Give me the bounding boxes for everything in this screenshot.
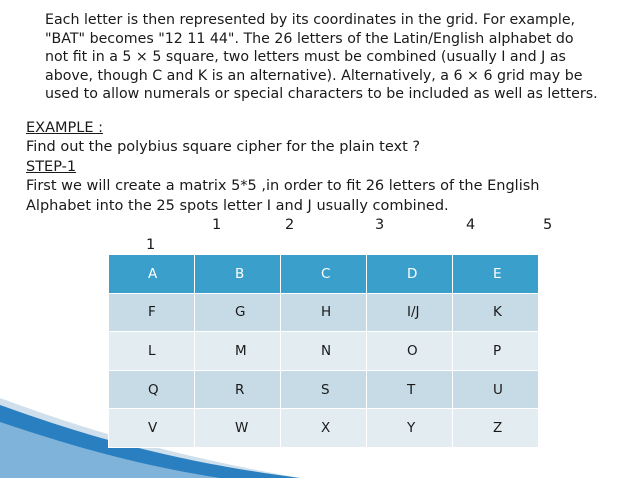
table-cell: X bbox=[281, 409, 367, 448]
table-cell: C bbox=[281, 255, 367, 294]
table-cell: S bbox=[281, 370, 367, 409]
column-number: 5 bbox=[543, 217, 553, 233]
step-heading: STEP-1 bbox=[26, 159, 77, 175]
table-cell: O bbox=[367, 332, 453, 371]
intro-line: Each letter is then represented by its coordinates in the grid. For example, bbox=[45, 12, 576, 28]
table-cell: N bbox=[281, 332, 367, 371]
table-cell: K bbox=[453, 293, 539, 332]
row-number: 1 bbox=[146, 237, 156, 253]
intro-line: "BAT" becomes "12 11 44". The 26 letters of the Latin/English alphabet do bbox=[45, 30, 574, 47]
table-row bbox=[109, 332, 539, 371]
table-cell: Z bbox=[453, 409, 539, 448]
table-cell: F bbox=[109, 293, 195, 332]
table-cell: Y bbox=[367, 409, 453, 448]
intro-line: not fit in a 5 × 5 square, two letters must be combined (usually I and J as bbox=[45, 49, 566, 65]
step-line: First we will create a matrix 5*5 ,in order to fit 26 letters of the English bbox=[26, 178, 540, 194]
table-cell: B bbox=[195, 255, 281, 294]
table-cell: V bbox=[109, 409, 195, 448]
intro-line: above, though C and K is an alternative). Alternatively, a 6 × 6 grid may be bbox=[45, 67, 583, 84]
table-cell: H bbox=[281, 293, 367, 332]
table-cell: P bbox=[453, 332, 539, 371]
intro-line: used to allow numerals or special characters to be included as well as letters. bbox=[45, 86, 598, 102]
column-number: 4 bbox=[466, 217, 476, 233]
table-cell: Q bbox=[109, 370, 195, 409]
table-cell: D bbox=[367, 255, 453, 294]
table-cell: L bbox=[109, 332, 195, 371]
table-row bbox=[109, 370, 539, 409]
table-cell: E bbox=[453, 255, 539, 294]
question-text: Find out the polybius square cipher for the plain text ? bbox=[26, 139, 421, 155]
table-cell: M bbox=[195, 332, 281, 371]
table-row bbox=[109, 255, 539, 294]
table-cell: A bbox=[109, 255, 195, 294]
table-cell: R bbox=[195, 370, 281, 409]
table-cell: U bbox=[453, 370, 539, 409]
table-row bbox=[109, 293, 539, 332]
table-cell: T bbox=[367, 370, 453, 409]
polybius-square-table bbox=[108, 254, 539, 448]
column-number: 2 bbox=[285, 217, 295, 233]
table-cell: G bbox=[195, 293, 281, 332]
example-heading: EXAMPLE : bbox=[26, 120, 104, 136]
intro-paragraph bbox=[45, 11, 623, 104]
step-line: Alphabet into the 25 spots letter I and J usually combined. bbox=[26, 198, 449, 214]
table-cell: W bbox=[195, 409, 281, 448]
table-row bbox=[109, 409, 539, 448]
column-number: 3 bbox=[375, 217, 385, 233]
table-cell: I/J bbox=[367, 293, 453, 332]
column-number: 1 bbox=[212, 217, 222, 233]
